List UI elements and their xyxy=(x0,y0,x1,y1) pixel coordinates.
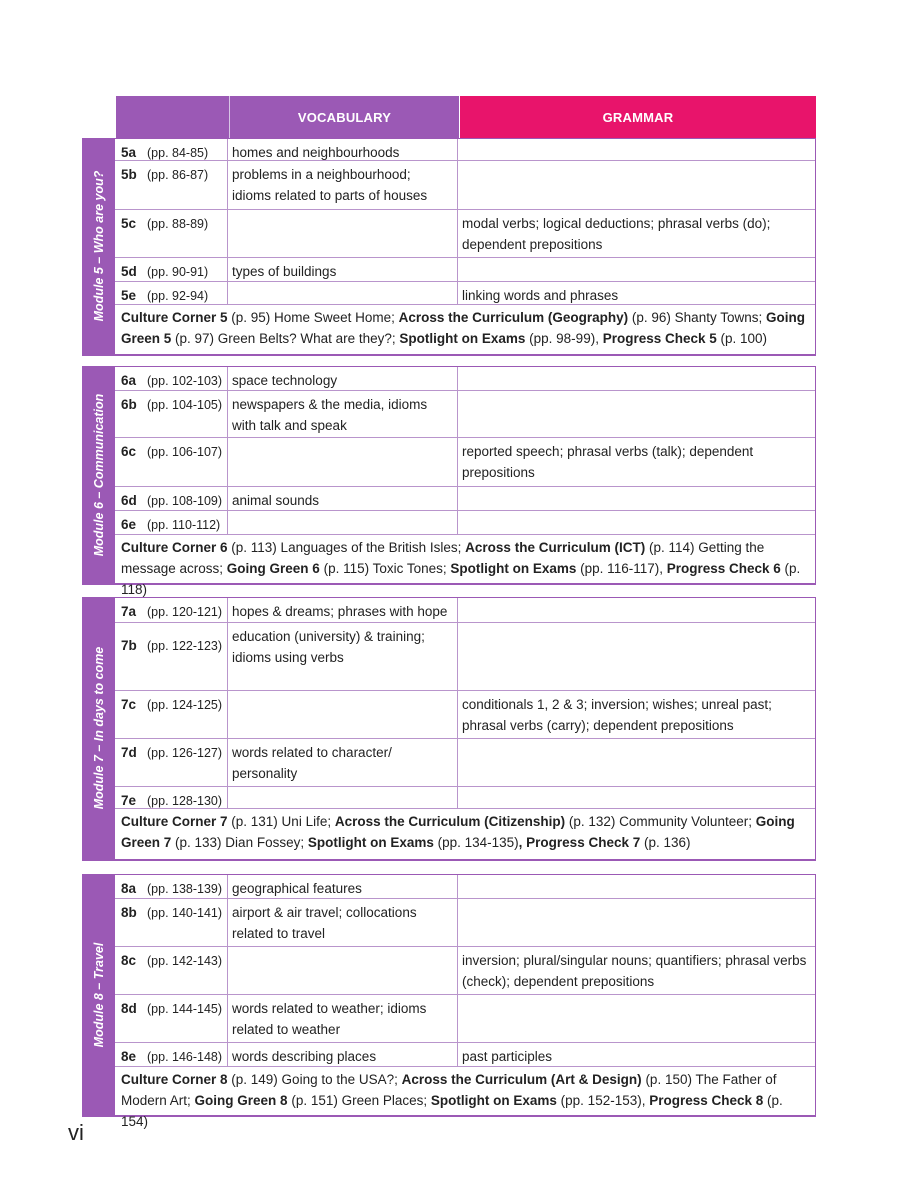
table-row xyxy=(115,623,815,691)
unit-pages: (pp. 128-130) xyxy=(147,794,223,808)
table-row xyxy=(115,438,815,487)
unit-cell xyxy=(115,210,228,257)
unit-cell xyxy=(115,391,228,437)
culture-corner-text: Culture Corner 8 (p. 149) Going to the USA?; Across the Curriculum (Art & Design) (p. 150) The Father of Modern Art; Going Green 8 (p. 151) Green Places; Spotlight on Exams (pp. 152-153), Progress Check 8 (p. 154) xyxy=(121,1072,783,1129)
unit-code: 5e xyxy=(121,288,137,303)
unit-code: 7c xyxy=(121,697,137,712)
unit-pages: (pp. 106-107) xyxy=(147,445,223,459)
unit-pages: (pp. 122-123) xyxy=(147,639,223,653)
table-row xyxy=(115,739,815,787)
culture-corner-row xyxy=(115,535,815,600)
vocabulary-cell xyxy=(228,438,458,486)
unit-pages: (pp. 124-125) xyxy=(147,698,223,712)
unit-pages: (pp. 92-94) xyxy=(147,289,209,303)
page-number: vi xyxy=(68,1120,84,1145)
unit-code: 6e xyxy=(121,517,137,532)
grammar-cell xyxy=(458,367,815,390)
module-label: Module 5 – Who are you? xyxy=(91,170,106,322)
grammar-cell xyxy=(458,875,815,898)
grammar-cell: past participles xyxy=(462,1049,553,1064)
vocabulary-cell: homes and neighbourhoods xyxy=(228,139,458,160)
grammar-cell xyxy=(458,739,815,786)
table-row xyxy=(115,139,815,161)
table-row xyxy=(115,487,815,511)
unit-pages: (pp. 108-109) xyxy=(147,494,223,508)
header-blank-cell xyxy=(116,96,230,138)
module-label: Module 7 – In days to come xyxy=(91,646,106,810)
grammar-cell xyxy=(458,787,815,808)
unit-code: 6c xyxy=(121,444,137,459)
module-side-bar xyxy=(82,366,115,583)
module-label: Module 6 – Communication xyxy=(91,393,106,556)
grammar-cell xyxy=(458,391,815,437)
unit-cell xyxy=(115,787,228,808)
unit-cell xyxy=(115,258,228,281)
unit-code: 5b xyxy=(121,167,137,182)
table-row xyxy=(115,598,815,623)
vocabulary-cell: animal sounds xyxy=(228,487,458,510)
grammar-header: GRAMMAR xyxy=(460,96,816,138)
module-table xyxy=(115,366,816,597)
unit-pages: (pp. 90-91) xyxy=(147,265,209,279)
table-row xyxy=(115,691,815,739)
grammar-cell: conditionals 1, 2 & 3; inversion; wishes; unreal past; phrasal verbs (carry); dependent prepositions xyxy=(462,697,772,733)
unit-cell xyxy=(115,598,228,622)
unit-pages: (pp. 146-148) xyxy=(147,1050,223,1064)
vocabulary-cell xyxy=(228,691,458,738)
unit-pages: (pp. 138-139) xyxy=(147,882,223,896)
table-row xyxy=(115,1043,815,1067)
unit-code: 5a xyxy=(121,145,137,160)
vocabulary-header: VOCABULARY xyxy=(230,96,460,138)
vocabulary-cell: space technology xyxy=(228,367,458,390)
unit-code: 7a xyxy=(121,604,137,619)
unit-pages: (pp. 102-103) xyxy=(147,374,223,388)
grammar-cell xyxy=(458,258,815,281)
table-row xyxy=(115,161,815,210)
unit-pages: (pp. 140-141) xyxy=(147,906,223,920)
unit-cell xyxy=(115,875,228,898)
unit-pages: (pp. 84-85) xyxy=(147,146,209,160)
module-side-bar xyxy=(82,138,115,354)
vocabulary-cell xyxy=(228,282,458,304)
culture-corner-row xyxy=(115,809,815,853)
unit-cell xyxy=(115,511,228,534)
table-row xyxy=(115,282,815,305)
unit-cell xyxy=(115,739,228,786)
grammar-cell: linking words and phrases xyxy=(462,288,619,303)
module-table xyxy=(115,597,816,859)
vocabulary-cell: words describing places xyxy=(228,1043,458,1066)
module-table xyxy=(115,874,816,1129)
module-label: Module 8 – Travel xyxy=(91,942,106,1047)
vocabulary-cell xyxy=(228,947,458,994)
vocabulary-cell: problems in a neighbourhood; idioms related to parts of houses xyxy=(228,161,458,209)
table-row xyxy=(115,995,815,1043)
unit-code: 7d xyxy=(121,745,137,760)
table-row xyxy=(115,258,815,282)
table-header xyxy=(116,96,816,138)
unit-cell xyxy=(115,1043,228,1066)
unit-pages: (pp. 86-87) xyxy=(147,168,209,182)
table-row xyxy=(115,787,815,809)
table-row xyxy=(115,367,815,391)
grammar-cell xyxy=(458,487,815,510)
unit-cell xyxy=(115,623,228,690)
unit-code: 5c xyxy=(121,216,137,231)
unit-pages: (pp. 104-105) xyxy=(147,398,223,412)
culture-corner-text: Culture Corner 5 (p. 95) Home Sweet Home; Across the Curriculum (Geography) (p. 96) Shanty Towns; Going Green 5 (p. 97) Green Belts? What are they?; Spotlight on Exams (pp. 98-99), Progress Check 5 (p. 100) xyxy=(121,310,805,346)
unit-code: 5d xyxy=(121,264,137,279)
vocabulary-cell: education (university) & training; idioms using verbs xyxy=(228,623,458,690)
unit-cell xyxy=(115,139,228,160)
unit-cell xyxy=(115,691,228,738)
table-row xyxy=(115,511,815,535)
unit-cell xyxy=(115,947,228,994)
unit-code: 6d xyxy=(121,493,137,508)
table-row xyxy=(115,899,815,947)
grammar-cell xyxy=(458,899,815,946)
unit-code: 6b xyxy=(121,397,137,412)
unit-code: 7b xyxy=(121,638,137,653)
grammar-cell xyxy=(458,598,815,622)
vocabulary-cell: newspapers & the media, idioms with talk and speak xyxy=(228,391,458,437)
module-7 xyxy=(82,597,816,861)
vocabulary-cell: airport & air travel; collocations related to travel xyxy=(228,899,458,946)
culture-corner-text: Culture Corner 7 (p. 131) Uni Life; Across the Curriculum (Citizenship) (p. 132) Community Volunteer; Going Green 7 (p. 133) Dian Fossey; Spotlight on Exams (pp. 134-135), Progress Check 7 (p. 136) xyxy=(121,814,795,850)
vocabulary-cell xyxy=(228,511,458,534)
culture-corner-text: Culture Corner 6 (p. 113) Languages of the British Isles; Across the Curriculum (ICT) (p. 114) Getting the message across; Going Green 6 (p. 115) Toxic Tones; Spotlight on Exams (pp. 116-117), Progress Check 6 (p. 118) xyxy=(121,540,801,597)
unit-pages: (pp. 88-89) xyxy=(147,217,209,231)
module-8 xyxy=(82,874,816,1129)
module-side-bar xyxy=(82,874,115,1115)
unit-code: 8c xyxy=(121,953,137,968)
unit-pages: (pp. 120-121) xyxy=(147,605,223,619)
unit-code: 8d xyxy=(121,1001,137,1016)
unit-cell xyxy=(115,161,228,209)
vocabulary-cell xyxy=(228,210,458,257)
culture-corner-row xyxy=(115,1067,815,1132)
grammar-cell: inversion; plural/singular nouns; quantifiers; phrasal verbs (check); dependent prepositions xyxy=(462,953,807,989)
unit-cell xyxy=(115,487,228,510)
unit-cell xyxy=(115,282,228,304)
grammar-cell xyxy=(458,623,815,690)
unit-code: 7e xyxy=(121,793,137,808)
table-row xyxy=(115,210,815,258)
grammar-cell: reported speech; phrasal verbs (talk); dependent prepositions xyxy=(462,444,754,480)
unit-pages: (pp. 142-143) xyxy=(147,954,223,968)
unit-cell xyxy=(115,367,228,390)
unit-code: 8a xyxy=(121,881,137,896)
culture-corner-row xyxy=(115,305,815,349)
unit-pages: (pp. 144-145) xyxy=(147,1002,223,1016)
table-row xyxy=(115,391,815,438)
table-row xyxy=(115,875,815,899)
unit-code: 6a xyxy=(121,373,137,388)
grammar-cell xyxy=(458,161,815,209)
module-side-bar xyxy=(82,597,115,859)
vocabulary-cell: geographical features xyxy=(228,875,458,898)
grammar-cell xyxy=(458,511,815,534)
module-table xyxy=(115,138,816,354)
module-6 xyxy=(82,366,816,597)
unit-cell xyxy=(115,438,228,486)
unit-cell xyxy=(115,995,228,1042)
vocabulary-cell xyxy=(228,787,458,808)
grammar-cell xyxy=(458,995,815,1042)
vocabulary-cell: words related to character/ personality xyxy=(228,739,458,786)
vocabulary-cell: types of buildings xyxy=(228,258,458,281)
unit-code: 8b xyxy=(121,905,137,920)
grammar-cell xyxy=(458,139,815,160)
grammar-cell: modal verbs; logical deductions; phrasal verbs (do); dependent prepositions xyxy=(462,216,771,252)
unit-code: 8e xyxy=(121,1049,137,1064)
unit-cell xyxy=(115,899,228,946)
unit-pages: (pp. 126-127) xyxy=(147,746,223,760)
module-5 xyxy=(82,138,816,356)
vocabulary-cell: hopes & dreams; phrases with hope xyxy=(228,598,458,622)
table-row xyxy=(115,947,815,995)
vocabulary-cell: words related to weather; idioms related to weather xyxy=(228,995,458,1042)
unit-pages: (pp. 110-112) xyxy=(147,518,221,532)
